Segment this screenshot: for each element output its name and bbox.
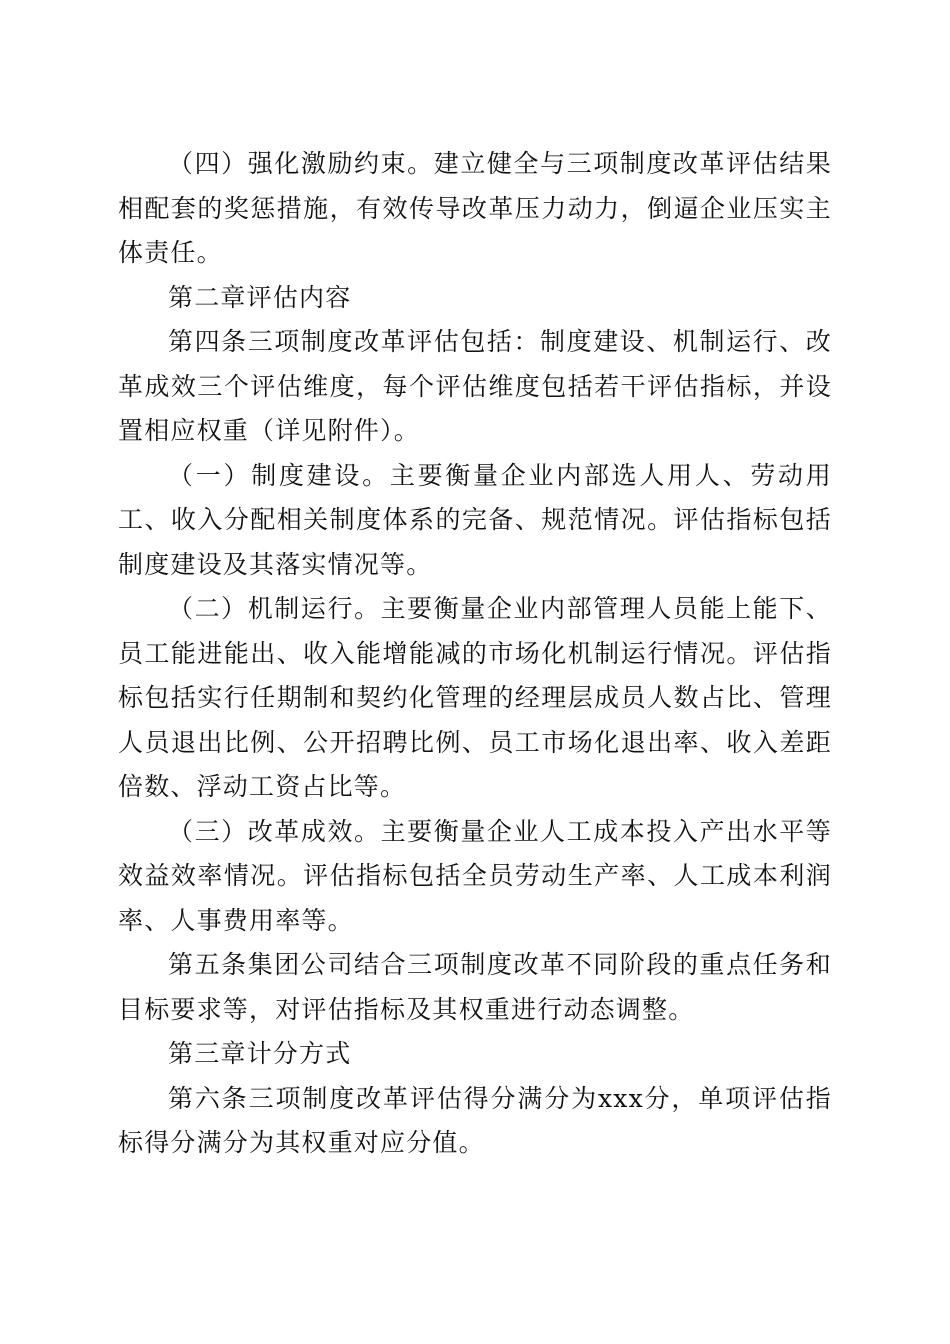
paragraph-mechanism-operation: （二）机制运行。主要衡量企业内部管理人员能上能下、员工能进能出、收入能增能减的市场化机制运行情况。评估指标包括实行任期制和契约化管理的经理层成员人数占比、管理人员退出比例、公开招聘比例、员工市场化退出率、收入差距倍数、浮动工资占比等。 bbox=[118, 594, 832, 801]
paragraph-strengthen-incentives: （四）强化激励约束。建立健全与三项制度改革评估结果相配套的奖惩措施，有效传导改革压力动力，倒逼企业压实主体责任。 bbox=[118, 149, 832, 267]
document-body bbox=[118, 142, 832, 1166]
paragraph-article-5: 第五条集团公司结合三项制度改革不同阶段的重点任务和目标要求等，对评估指标及其权重进行动态调整。 bbox=[118, 950, 832, 1024]
paragraph-system-construction: （一）制度建设。主要衡量企业内部选人用人、劳动用工、收入分配相关制度体系的完备、规范情况。评估指标包括制度建设及其落实情况等。 bbox=[118, 460, 832, 579]
paragraph-reform-results: （三）改革成效。主要衡量企业人工成本投入产出水平等效益效率情况。评估指标包括全员劳动生产率、人工成本利润率、人事费用率等。 bbox=[118, 816, 832, 935]
paragraph-article-4: 第四条三项制度改革评估包括：制度建设、机制运行、改革成效三个评估维度，每个评估维度包括若干评估指标，并设置相应权重（详见附件）。 bbox=[118, 327, 832, 445]
chapter-heading-scoring-method: 第三章计分方式 bbox=[168, 1039, 352, 1068]
chapter-heading-evaluation-content: 第二章评估内容 bbox=[168, 282, 352, 312]
paragraph-article-6: 第六条三项制度改革评估得分满分为xxx分，单项评估指标得分满分为其权重对应分值。 bbox=[118, 1083, 832, 1157]
